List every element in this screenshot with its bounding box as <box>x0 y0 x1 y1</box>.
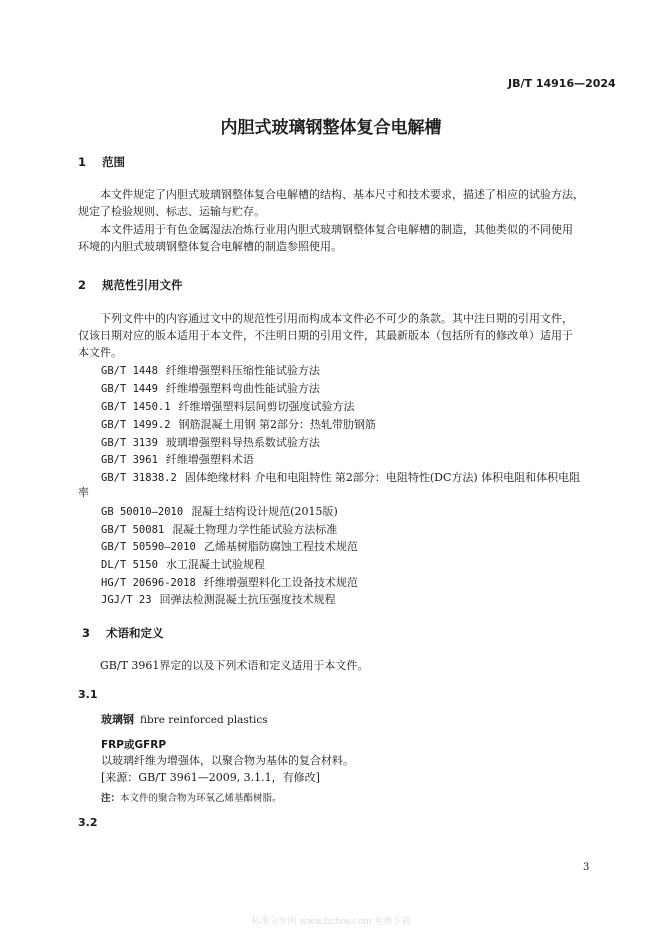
reference-title: 混凝土物理力学性能试验方法标准 <box>172 523 338 536</box>
reference-item <box>101 451 254 467</box>
reference-code: GB/T 31838.2 <box>101 472 177 484</box>
section-title: 术语和定义 <box>106 626 164 640</box>
reference-code: GB/T 3139 <box>101 437 158 449</box>
section-number: 3 <box>82 626 91 640</box>
term-note <box>101 790 282 804</box>
reference-title: 回弹法检测混凝土抗压强度技术规程 <box>159 593 336 606</box>
section-number: 1 <box>78 155 87 169</box>
reference-code: GB/T 1499.2 <box>101 419 171 431</box>
note-label: 注： <box>101 793 121 804</box>
note-text: 本文件的聚合物为环氧乙烯基酯树脂。 <box>120 793 282 804</box>
paragraph-line: 本文件适用于有色金属湿法冶炼行业用内胆式玻璃钢整体复合电解槽的制造，其他类似的不同使用 <box>100 223 573 236</box>
section-title: 规范性引用文件 <box>102 278 183 292</box>
term-entry <box>101 711 268 727</box>
reference-item <box>101 416 376 432</box>
reference-title: 混凝土结构设计规范(2015版) <box>191 505 338 518</box>
section-number: 2 <box>78 278 87 292</box>
reference-item <box>101 362 320 378</box>
reference-code: JGJ/T 23 <box>101 594 152 606</box>
reference-code: GB/T 3961 <box>101 454 158 466</box>
paragraph-line: 仅该日期对应的版本适用于本文件，不注明日期的引用文件，其最新版本（包括所有的修改单）适用于 <box>78 329 573 342</box>
reference-title: 固体绝缘材料 介电和电阻特性 第2部分：电阻特性(DC方法) 体积电阻和体积电阻 <box>184 471 581 484</box>
reference-title: 玻璃增强塑料导热系数试验方法 <box>165 436 320 449</box>
reference-item <box>101 398 355 414</box>
reference-code: DL/T 5150 <box>101 559 158 571</box>
section-1-heading <box>78 154 125 170</box>
reference-code: HG/T 20696-2018 <box>101 577 196 589</box>
reference-title: 钢筋混凝土用钢 第2部分：热轧带肋钢筋 <box>178 418 377 431</box>
paragraph-line: GB/T 3961界定的以及下列术语和定义适用于本文件。 <box>100 659 369 672</box>
reference-item <box>101 521 337 537</box>
reference-item <box>101 434 320 450</box>
term-source: [来源：GB/T 3961—2009, 3.1.1，有修改] <box>101 771 320 784</box>
reference-title: 纤维增强塑料术语 <box>165 453 254 466</box>
page-number: 3 <box>583 862 590 873</box>
term-name-zh: 玻璃钢 <box>101 713 134 726</box>
section-title: 范围 <box>102 155 126 169</box>
reference-code: GB/T 1448 <box>101 365 158 377</box>
reference-title: 纤维增强塑料层间剪切强度试验方法 <box>178 400 355 413</box>
reference-item <box>101 469 580 485</box>
footer-watermark: 标准分享网 www.bzfxw.com 免费下载 <box>251 917 411 927</box>
reference-code: GB/T 1449 <box>101 383 158 395</box>
document-title: 内胆式玻璃钢整体复合电解槽 <box>220 118 442 138</box>
reference-item <box>101 503 338 519</box>
reference-item <box>101 556 265 572</box>
standard-code: JB/T 14916—2024 <box>508 77 616 90</box>
term-number: 3.2 <box>78 816 98 829</box>
reference-wrap-line: 率 <box>78 486 89 499</box>
reference-title: 纤维增强塑料压缩性能试验方法 <box>165 364 320 377</box>
reference-title: 水工混凝土试验规程 <box>165 558 265 571</box>
term-number: 3.1 <box>78 688 98 701</box>
reference-code: GB/T 1450.1 <box>101 401 171 413</box>
term-alternative: FRP或GFRP <box>101 739 167 751</box>
reference-item <box>101 591 336 607</box>
term-name-en: fibre reinforced plastics <box>140 714 268 726</box>
term-definition: 以玻璃纤维为增强体，以聚合物为基体的复合材料。 <box>101 754 354 767</box>
reference-title: 纤维增强塑料化工设备技术规范 <box>203 576 358 589</box>
paragraph-line: 规定了检验规则、标志、运输与贮存。 <box>78 205 265 218</box>
reference-title: 乙烯基树脂防腐蚀工程技术规范 <box>203 540 358 553</box>
reference-code: GB/T 50590—2010 <box>101 541 196 553</box>
reference-code: GB/T 50081 <box>101 524 165 536</box>
paragraph-line: 环境的内胆式玻璃钢整体复合电解槽的制造参照使用。 <box>78 240 342 253</box>
section-3-heading <box>82 625 164 641</box>
reference-code: GB 50010—2010 <box>101 506 184 518</box>
paragraph-line: 下列文件中的内容通过文中的规范性引用而构成本文件必不可少的条款。其中注日期的引用文件， <box>100 312 573 325</box>
section-2-heading <box>78 277 183 293</box>
paragraph-line: 本文件。 <box>78 346 122 359</box>
reference-title: 纤维增强塑料弯曲性能试验方法 <box>165 382 320 395</box>
reference-item <box>101 380 320 396</box>
reference-item <box>101 574 358 590</box>
paragraph-line: 本文件规定了内胆式玻璃钢整体复合电解槽的结构、基本尺寸和技术要求，描述了相应的试验方法， <box>100 188 584 201</box>
reference-item <box>101 538 358 554</box>
